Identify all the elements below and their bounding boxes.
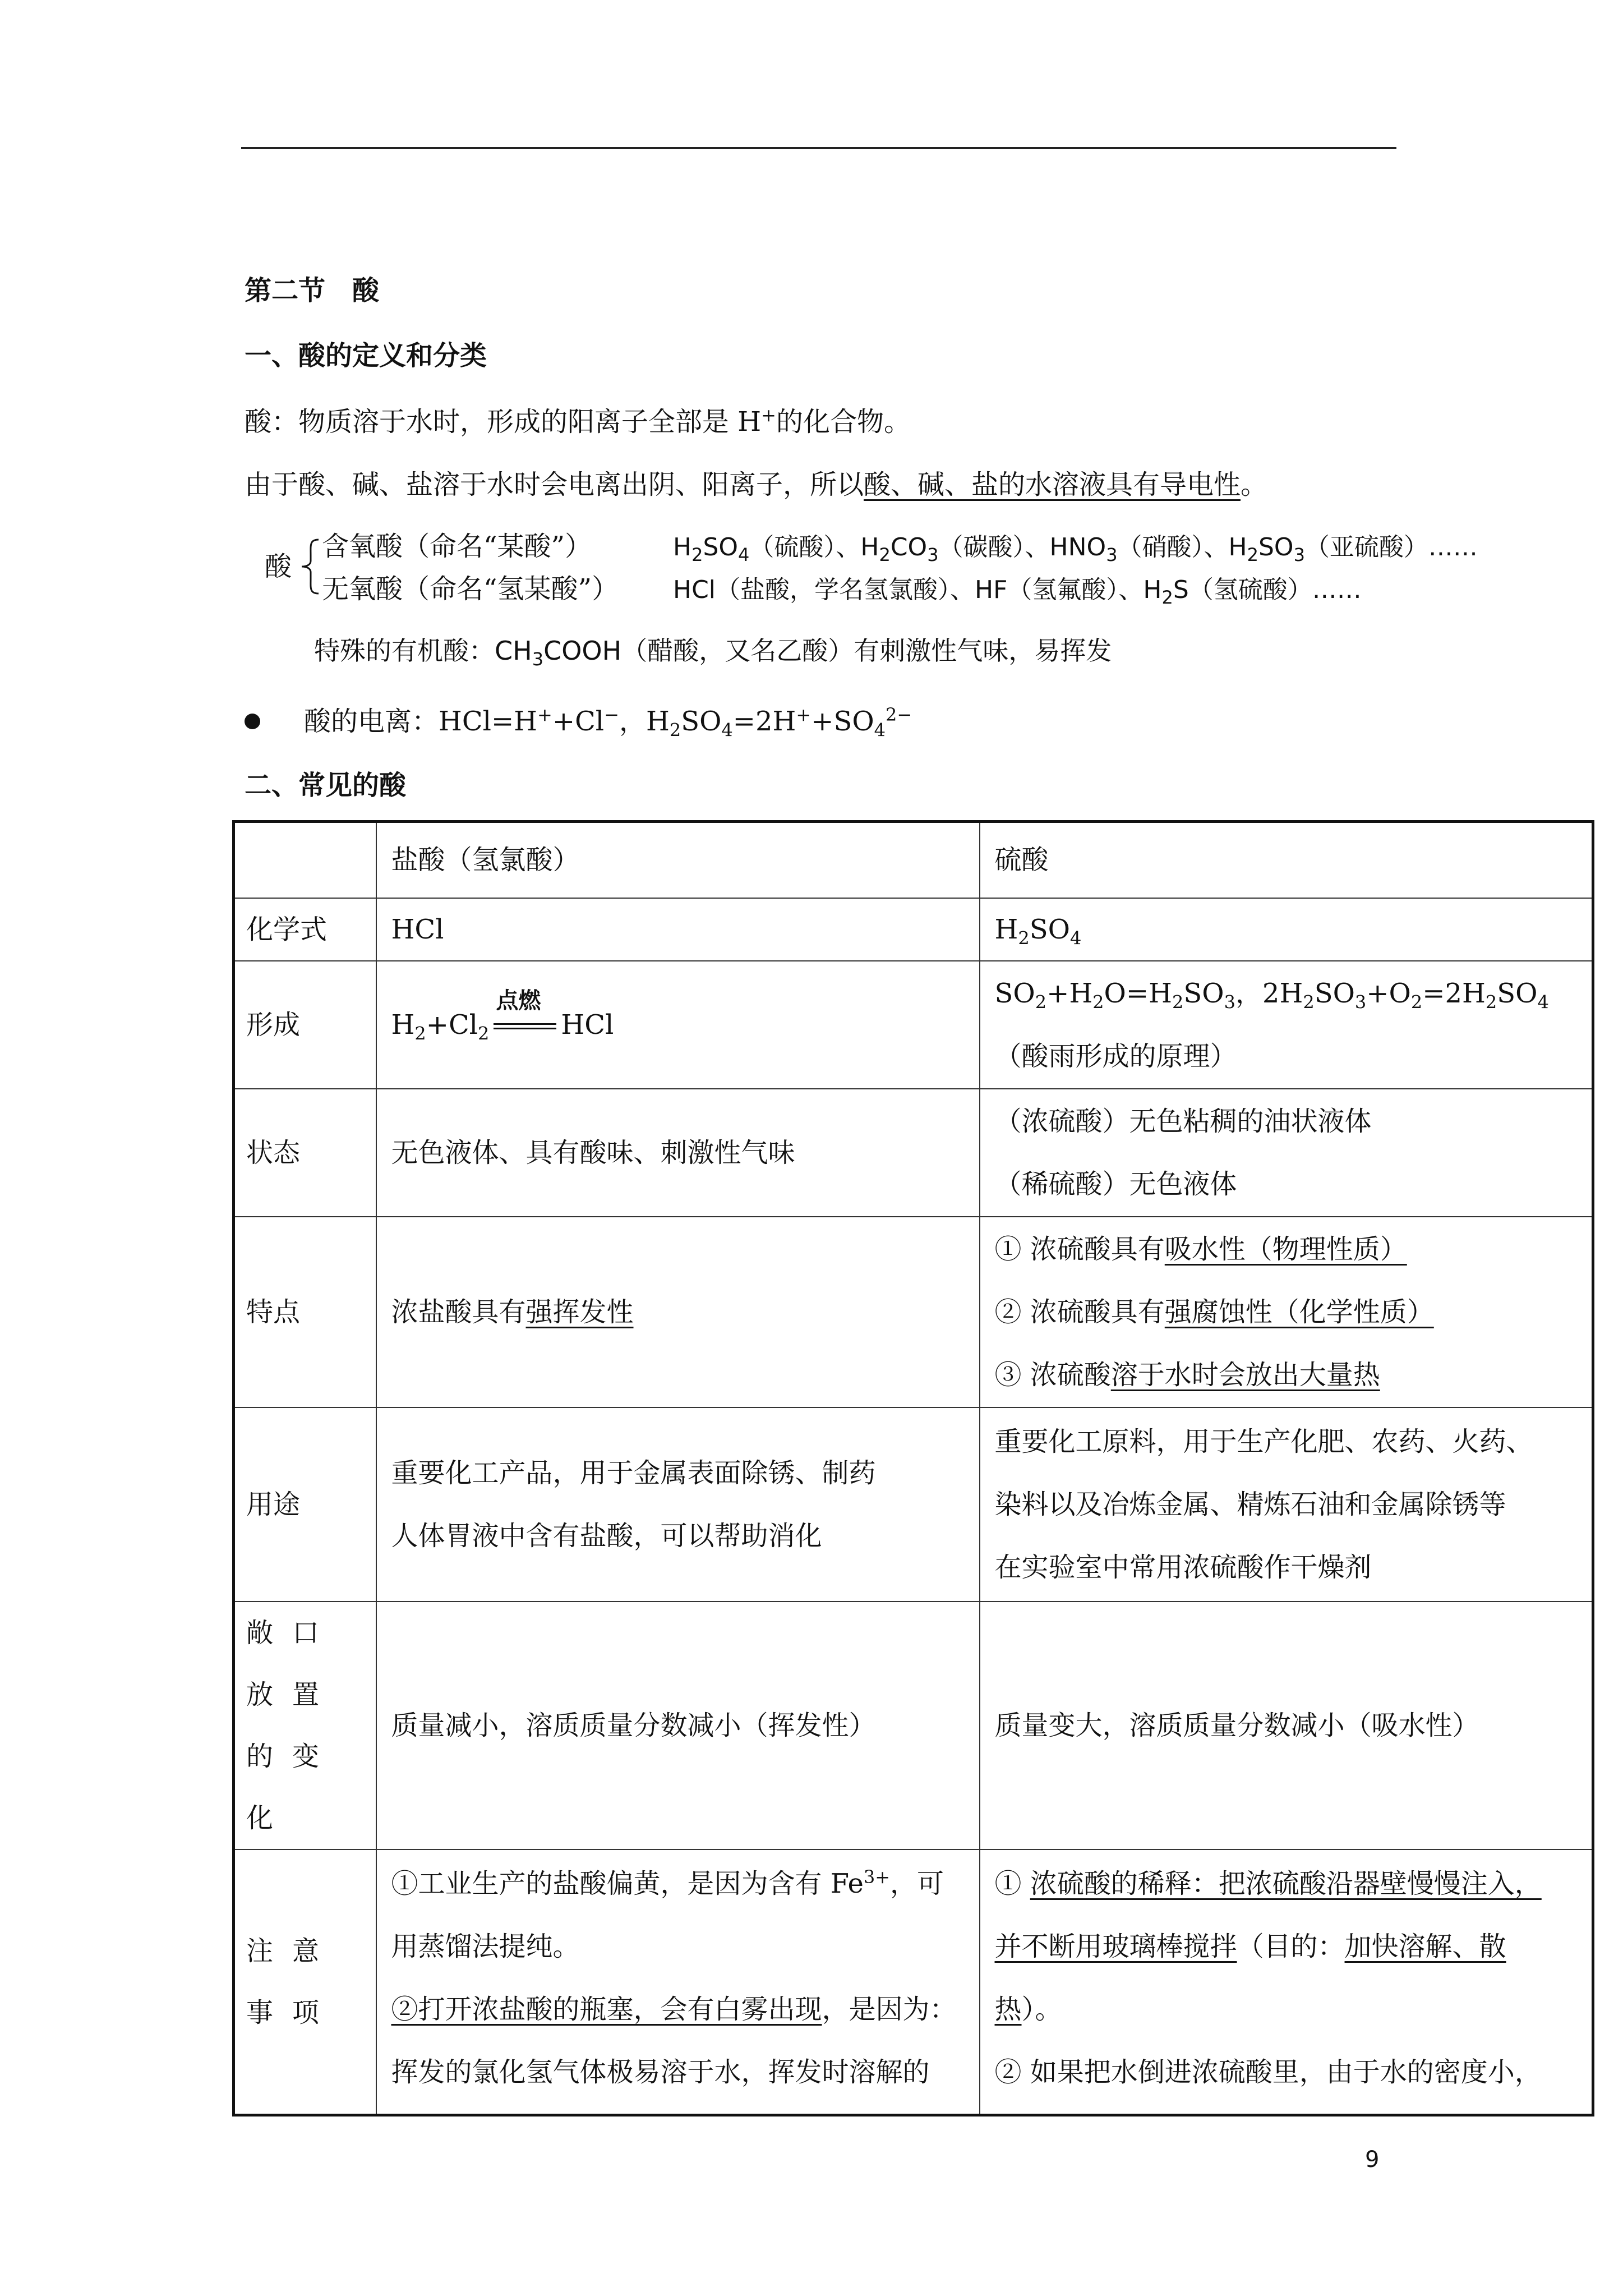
oxyacid-list: $H_2SO_4$（硫酸）、$H_2CO_3$（碳酸）、$HNO_3$（硝酸）、$H_2SO_3$（亚硫酸）……: [673, 533, 1478, 565]
organic-acid: 特殊的有机酸：$CH_3COOH$（醋酸，又名乙酸）有刺激性气味，易挥发: [314, 636, 1112, 670]
acid-comparison-table: [232, 820, 1594, 2116]
formula-h2so4: $H_2SO_4$: [980, 898, 1593, 961]
acid-rain-note: （酸雨形成的原理）: [994, 1040, 1237, 1072]
row-label-formation: 形成: [234, 961, 376, 1089]
acid-label: 酸: [265, 551, 292, 582]
row-label-formula: 化学式: [234, 898, 376, 961]
open-h2so4: 质量变大，溶质质量分数减小（吸水性）: [980, 1602, 1593, 1849]
page-number: 9: [1365, 2147, 1380, 2173]
uses-hcl: 重要化工产品，用于金属表面除锈、制药 人体胃液中含有盐酸，可以帮助消化: [376, 1407, 980, 1602]
row-label-state: 状态: [234, 1089, 376, 1217]
section-title: 第二节 酸: [245, 275, 380, 306]
table-row: [234, 1602, 1593, 1849]
acid-definition: 酸：物质溶于水时，形成的阳离子全部是 H+的化合物。: [245, 404, 911, 438]
nonoxyacid-label: 无氧酸（命名“氢某酸”）: [322, 573, 619, 605]
table-row: [234, 1849, 1593, 2115]
nonoxyacid-list: HCl（盐酸，学名氢氯酸）、HF（氢氟酸）、$H_2S$（氢硫酸）……: [673, 576, 1362, 608]
uses-h2so4: 重要化工原料，用于生产化肥、农药、火药、 染料以及冶炼金属、精炼石油和金属除锈等 在实验室中常用浓硫酸作干燥剂: [980, 1407, 1593, 1602]
table-row: [234, 898, 1593, 961]
classification-brace: [298, 539, 321, 595]
row-label-notes: 注意事项: [234, 1849, 376, 2115]
oxyacid-label: 含氧酸（命名“某酸”）: [322, 531, 592, 562]
formula-hcl: HCl: [376, 898, 980, 961]
conductivity-sentence: 由于酸、碱、盐溶于水时会电离出阴、阳离子，所以酸、碱、盐的水溶液具有导电性。: [245, 469, 1268, 500]
heading-common-acids: 二、常见的酸: [245, 770, 407, 801]
bullet-icon: [245, 714, 260, 729]
header-rule: [241, 147, 1396, 149]
formation-hcl: $H_2+Cl_2$ 点燃 HCl: [376, 961, 980, 1089]
state-h2so4: （浓硫酸）无色粘稠的油状液体 （稀硫酸）无色液体: [980, 1089, 1593, 1217]
table-header-empty: [234, 822, 376, 898]
table-row: [234, 961, 1593, 1089]
features-h2so4: ① 浓硫酸具有吸水性（物理性质） ② 浓硫酸具有强腐蚀性（化学性质） ③ 浓硫酸溶于水时会放出大量热: [980, 1217, 1593, 1407]
state-hcl: 无色液体、具有酸味、刺激性气味: [376, 1089, 980, 1217]
table-header-h2so4: 硫酸: [980, 822, 1593, 898]
table-row: [234, 1089, 1593, 1217]
table-row: [234, 1217, 1593, 1407]
table-row: [234, 822, 1593, 898]
notes-hcl: ①工业生产的盐酸偏黄，是因为含有 $Fe^{3+}$，可 用蒸馏法提纯。 ②打开浓盐酸的瓶塞，会有白雾出现，是因为： 挥发的氯化氢气体极易溶于水，挥发时溶解的: [376, 1849, 980, 2115]
acid-ionization: 酸的电离：HCl=H++Cl−，$H_2SO_4=2H^++SO_4^{2-}$: [304, 704, 912, 741]
row-label-uses: 用途: [234, 1407, 376, 1602]
table-header-hcl: 盐酸（氢氯酸）: [376, 822, 980, 898]
open-hcl: 质量减小，溶质质量分数减小（挥发性）: [376, 1602, 980, 1849]
reaction-condition-arrow: 点燃: [494, 1010, 556, 1043]
features-hcl: 浓盐酸具有强挥发性: [376, 1217, 980, 1407]
table-row: [234, 1407, 1593, 1602]
row-label-open-storage: 敞口放置的变化: [234, 1602, 376, 1849]
heading-definition: 一、酸的定义和分类: [245, 340, 487, 371]
notes-h2so4: ① 浓硫酸的稀释：把浓硫酸沿器壁慢慢注入， 并不断用玻璃棒搅拌（目的：加快溶解、散 热）。 ② 如果把水倒进浓硫酸里，由于水的密度小，: [980, 1849, 1593, 2115]
row-label-features: 特点: [234, 1217, 376, 1407]
formation-h2so4: $SO_2+H_2O=H_2SO_3$，$2H_2SO_3+O_2=2H_2SO_4$ （酸雨形成的原理）: [980, 961, 1593, 1089]
